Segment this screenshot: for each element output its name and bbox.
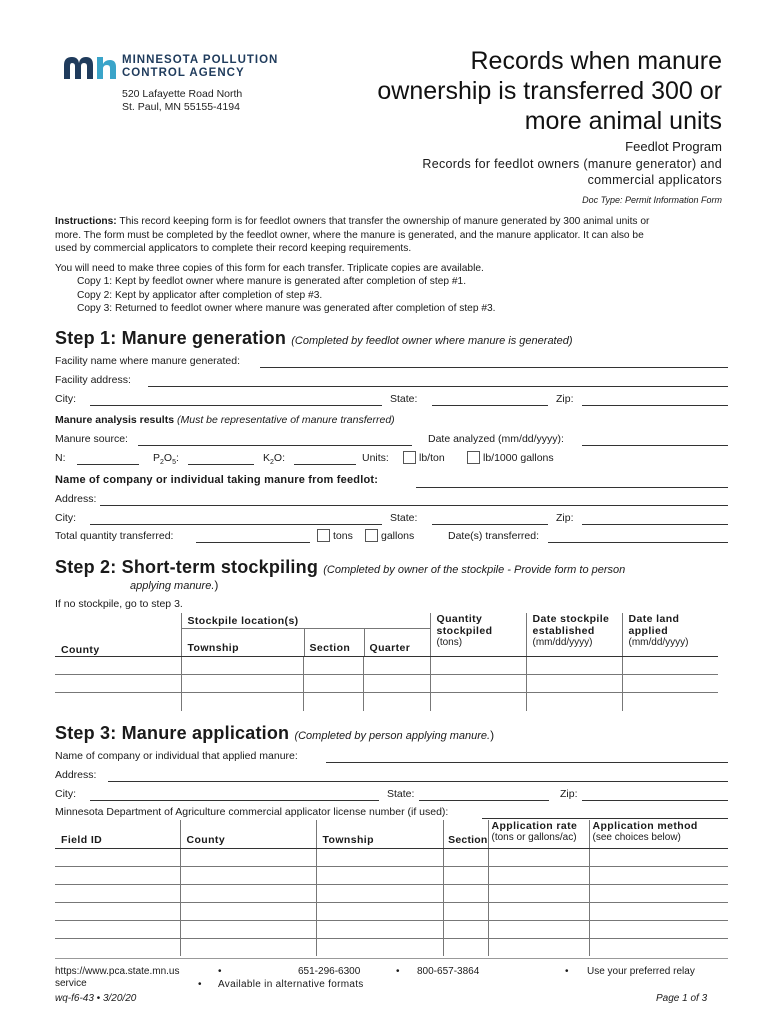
recipient-zip-label: Zip: [556, 512, 574, 524]
table-row[interactable] [55, 884, 728, 902]
table-row[interactable] [55, 920, 728, 938]
applicator-company-label: Name of company or individual that applied manure: [55, 750, 298, 762]
n-label: N: [55, 452, 66, 464]
no-stockpile-note: If no stockpile, go to step 3. [55, 598, 183, 610]
facility-address-field[interactable] [148, 386, 728, 387]
doc-type: Doc Type: Permit Information Form [582, 195, 722, 205]
form-title [377, 46, 722, 136]
program-name: Feedlot Program [625, 139, 722, 154]
license-field[interactable] [482, 818, 728, 819]
footer-bullet: • [218, 966, 222, 977]
applicator-state-label: State: [387, 788, 415, 800]
unit-lbton-checkbox[interactable] [403, 451, 416, 464]
license-label: Minnesota Department of Agriculture commercial applicator license number (if used): [55, 806, 449, 818]
analysis-label: Manure analysis results [55, 414, 175, 426]
unit-gallons-checkbox[interactable] [467, 451, 480, 464]
col-quarter-header: Quarter [369, 642, 411, 654]
footer-bullet: • [198, 979, 202, 990]
footer-bullet: • [565, 966, 569, 977]
recipient-city-field[interactable] [90, 524, 382, 525]
title-line2: ownership is transferred 300 or [377, 77, 722, 105]
state-label: State: [390, 393, 418, 405]
applicator-address-field[interactable] [108, 781, 728, 782]
col-section-header: Section [443, 820, 488, 848]
applicator-zip-field[interactable] [582, 800, 728, 801]
applicator-zip-label: Zip: [560, 788, 578, 800]
title-line3: more animal units [524, 107, 722, 135]
recipient-label: Name of company or individual taking manure from feedlot: [55, 474, 379, 486]
footer-phone1: 651-296-6300 [298, 966, 361, 977]
units-label: Units: [362, 452, 389, 464]
manure-source-field[interactable] [138, 445, 412, 446]
agency-address-line2: St. Paul, MN 55155-4194 [122, 101, 240, 113]
mpca-logo-icon [62, 55, 118, 81]
table-row[interactable] [55, 848, 728, 866]
recipient-address-field[interactable] [100, 505, 728, 506]
col-section-header: Section [309, 642, 351, 654]
agency-name-line2: CONTROL AGENCY [122, 67, 245, 79]
col-method-header: Application method (see choices below) [589, 820, 728, 848]
step2-note2: applying manure.) [130, 578, 219, 592]
unit-lbton-label: lb/ton [419, 452, 445, 464]
table-row[interactable] [55, 938, 728, 956]
applicator-city-label: City: [55, 788, 76, 800]
footer-relay: Use your preferred relay [587, 966, 695, 977]
agency-name-line1: MINNESOTA POLLUTION [122, 54, 279, 66]
subtitle-line1: Records for feedlot owners (manure generator) and [422, 157, 722, 171]
col-rate-header: Application rate (tons or gallons/ac) [488, 820, 589, 848]
form-subtitle [422, 156, 722, 188]
facility-name-field[interactable] [260, 367, 728, 368]
p2o5-label: $P_2O_5$: [153, 452, 179, 467]
step2-heading [55, 557, 625, 578]
instructions-line1: This record keeping form is for feedlot owners that transfer the ownership of manure generated by 300 animal units or [119, 216, 650, 227]
step1-note: (Completed by feedlot owner where manure is generated) [291, 335, 573, 347]
table-row[interactable] [55, 866, 728, 884]
recipient-city-label: City: [55, 512, 76, 524]
agency-logo [62, 52, 302, 122]
n-field[interactable] [77, 464, 139, 465]
stockpile-location-label: Stockpile location(s) [187, 615, 299, 627]
title-line1: Records when manure [470, 47, 722, 75]
p2o5-field[interactable] [188, 464, 254, 465]
table-row[interactable] [55, 657, 718, 675]
gallons-checkbox[interactable] [365, 529, 378, 542]
applicator-state-field[interactable] [419, 800, 549, 801]
instructions-label: Instructions: [55, 216, 117, 227]
stockpile-table [55, 613, 718, 711]
dates-transferred-label: Date(s) transferred: [448, 530, 540, 542]
recipient-field[interactable] [416, 487, 728, 488]
col-township-header: Township [187, 642, 239, 654]
footer-url[interactable]: https://www.pca.state.mn.us service [55, 966, 180, 989]
col-field-id-header: Field ID [55, 820, 180, 848]
footer-page-number: Page 1 of 3 [656, 993, 708, 1004]
subtitle-line2: commercial applicators [587, 173, 722, 187]
unit-gallons-label: lb/1000 gallons [483, 452, 554, 464]
step2-title: Step 2: Short-term stockpiling [55, 557, 319, 577]
col-applied-header: Date land applied (mm/dd/yyyy) [622, 613, 718, 657]
recipient-state-label: State: [390, 512, 418, 524]
recipient-state-field[interactable] [432, 524, 548, 525]
col-established-header: Date stockpile established (mm/dd/yyyy) [526, 613, 622, 657]
tons-label: tons [333, 530, 353, 542]
step1-heading [55, 328, 573, 349]
date-analyzed-label: Date analyzed (mm/dd/yyyy): [428, 433, 564, 445]
facility-name-label: Facility name where manure generated: [55, 355, 241, 367]
step1-title: Step 1: Manure generation [55, 328, 287, 348]
col-county-header: County [180, 820, 316, 848]
city-field[interactable] [90, 405, 382, 406]
copy2-note: Copy 2: Kept by applicator after completion of step #3. [77, 289, 323, 301]
copy1-note: Copy 1: Kept by feedlot owner where manure is generated after completion of step #1. [77, 276, 467, 287]
instructions-line2: more. The form must be completed by the feedlot owner, where the manure is generated, and the manure applicator. It can also be [55, 229, 644, 241]
agency-address-line1: 520 Lafayette Road North [122, 88, 243, 100]
date-analyzed-field[interactable] [582, 445, 728, 446]
col-township-header: Township [316, 820, 443, 848]
k2o-label: $K_2O$: [263, 452, 286, 467]
manure-source-label: Manure source: [55, 433, 128, 445]
col-county-header: County [55, 613, 181, 657]
footer-doc-id: wq-f6-43 • 3/20/20 [55, 993, 137, 1004]
analysis-note: (Must be representative of manure transferred) [176, 414, 395, 426]
application-table [55, 820, 728, 956]
table-row[interactable] [55, 693, 718, 711]
state-field[interactable] [432, 405, 548, 406]
total-quantity-field[interactable] [196, 542, 310, 543]
recipient-address-label: Address: [55, 493, 97, 505]
zip-field[interactable] [582, 405, 728, 406]
dates-transferred-field[interactable] [548, 542, 728, 543]
tons-checkbox[interactable] [317, 529, 330, 542]
applicator-company-field[interactable] [326, 762, 728, 763]
analysis-heading [55, 414, 395, 426]
footer-alt-formats: Available in alternative formats [218, 979, 364, 990]
gallons-label: gallons [381, 530, 415, 542]
step3-title: Step 3: Manure application [55, 723, 290, 743]
instructions-line3: used by commercial applicators to complete their record keeping requirements. [55, 243, 412, 254]
k2o-field[interactable] [294, 464, 356, 465]
table-row[interactable] [55, 675, 718, 693]
table-row[interactable] [55, 902, 728, 920]
copies-intro: You will need to make three copies of this form for each transfer. Triplicate copies are available. [55, 262, 484, 274]
step3-heading [55, 723, 494, 744]
copy3-note: Copy 3: Returned to feedlot owner where manure was generated after completion of step #3. [77, 303, 496, 314]
applicator-address-label: Address: [55, 769, 97, 781]
total-quantity-label: Total quantity transferred: [55, 530, 174, 542]
recipient-zip-field[interactable] [582, 524, 728, 525]
facility-address-label: Facility address: [55, 374, 131, 386]
footer-bullet: • [396, 966, 400, 977]
instructions-block [55, 215, 735, 316]
zip-label: Zip: [556, 393, 574, 405]
city-label: City: [55, 393, 76, 405]
footer-divider [55, 958, 728, 959]
stockpile-location-header [181, 613, 430, 657]
applicator-city-field[interactable] [90, 800, 379, 801]
step3-note: (Completed by person applying manure.) [294, 728, 495, 742]
step2-note1: (Completed by owner of the stockpile - Provide form to person [323, 564, 626, 576]
footer-phone2: 800-657-3864 [417, 966, 480, 977]
col-quantity-header: Quantity stockpiled (tons) [430, 613, 526, 657]
